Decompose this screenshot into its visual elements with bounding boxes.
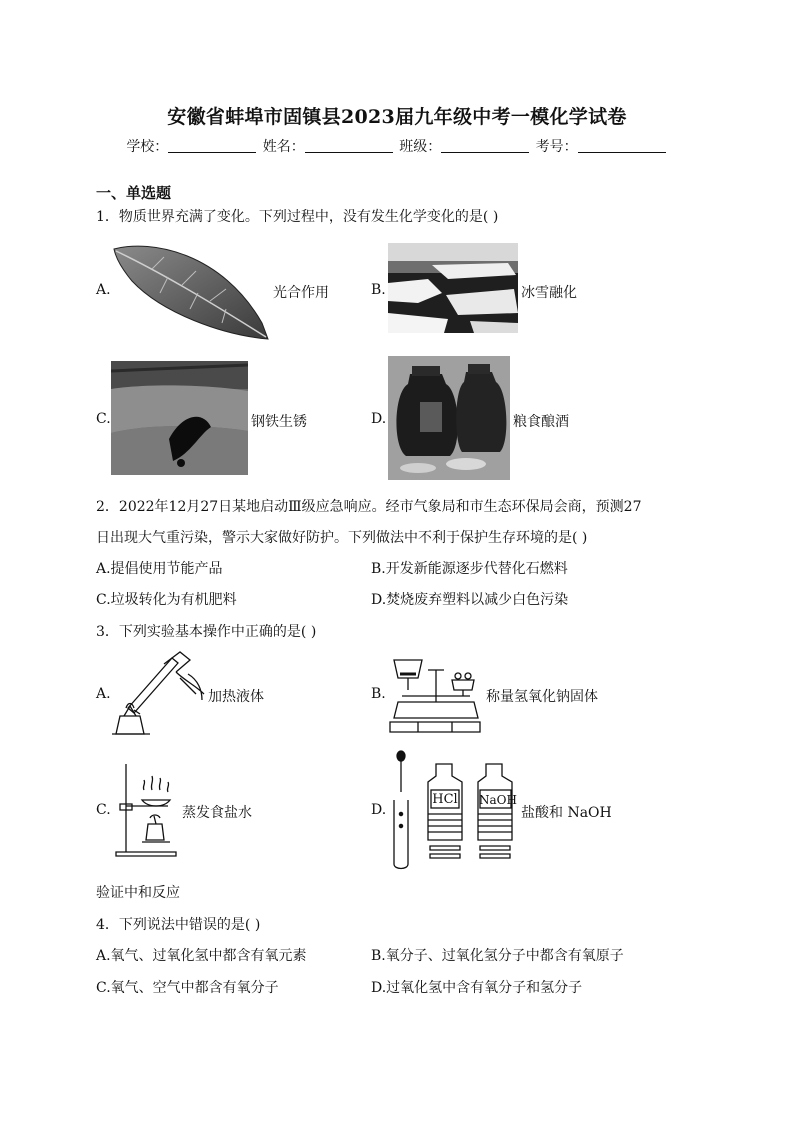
evaporation-diagram <box>112 762 180 858</box>
q3-option-c-text: 蒸发食盐水 <box>182 805 252 821</box>
q2-option-d: D.焚烧废弃塑料以减少白色污染 <box>371 592 569 608</box>
q1-option-d-letter: D. <box>371 411 387 427</box>
q3-option-d-text: 盐酸和 NaOH <box>521 805 612 821</box>
q3-option-d-continuation: 验证中和反应 <box>96 885 180 901</box>
heating-liquid-diagram <box>110 650 206 740</box>
rusty-steel-photo <box>111 361 248 475</box>
naoh-bottle-label: NaOH <box>479 793 517 807</box>
student-info-line <box>0 136 794 156</box>
q4-option-c: C.氧气、空气中都含有氧分子 <box>96 980 279 996</box>
class-blank <box>441 138 529 153</box>
melting-ice-photo <box>388 243 518 333</box>
q1-option-a-text: 光合作用 <box>273 285 329 301</box>
q3-option-c-letter: C. <box>96 802 111 818</box>
q1-option-d-text: 粮食酿酒 <box>513 414 569 430</box>
exam-number-label: 考号： <box>535 139 578 155</box>
q3-option-b-letter: B. <box>371 686 386 702</box>
section-heading: 一、单选题 <box>96 184 172 202</box>
q4-option-d: D.过氧化氢中含有氧分子和氢分子 <box>371 980 583 996</box>
q2-option-a: A.提倡使用节能产品 <box>96 561 223 577</box>
q2-stem-line1: 2．2022年12月27日某地启动Ⅲ级应急响应。经市气象局和市生态环保局会商，预测27 <box>96 499 642 515</box>
school-blank <box>168 138 256 153</box>
q3-option-a-text: 加热液体 <box>208 689 264 705</box>
q3-option-d-letter: D. <box>371 802 387 818</box>
q4-option-a: A.氧气、过氧化氢中都含有氧元素 <box>96 948 307 964</box>
school-label: 学校： <box>126 139 169 155</box>
q4-stem: 4．下列说法中错误的是( ) <box>96 917 261 933</box>
exam-title: 安徽省蚌埠市固镇县2023届九年级中考一模化学试卷 <box>167 106 627 128</box>
hcl-bottle-label: HCl <box>432 792 458 807</box>
q2-stem-line2: 日出现大气重污染，警示大家做好防护。下列做法中不利于保护生存环境的是( ) <box>96 530 588 546</box>
q2-option-c: C.垃圾转化为有机肥料 <box>96 592 237 608</box>
q1-option-b-letter: B. <box>371 282 386 298</box>
q3-stem: 3．下列实验基本操作中正确的是( ) <box>96 624 317 640</box>
q1-option-b-text: 冰雪融化 <box>521 285 577 301</box>
name-blank <box>305 138 393 153</box>
q1-option-c-letter: C. <box>96 411 111 427</box>
q4-option-b: B.氧分子、过氧化氢分子中都含有氧原子 <box>371 948 624 964</box>
q3-option-b-text: 称量氢氧化钠固体 <box>486 689 598 705</box>
dropper-and-bottles-diagram <box>392 750 520 872</box>
exam-number-blank <box>578 138 666 153</box>
class-label: 班级： <box>399 139 442 155</box>
q1-option-c-text: 钢铁生锈 <box>251 414 307 430</box>
q3-option-a-letter: A. <box>96 686 111 702</box>
q1-stem: 1．物质世界充满了变化。下列过程中，没有发生化学变化的是( ) <box>96 209 499 225</box>
name-label: 姓名： <box>262 139 305 155</box>
q1-option-a-letter: A. <box>96 282 111 298</box>
wine-jars-photo <box>388 356 510 480</box>
balance-scale-diagram <box>388 656 482 738</box>
q2-option-b: B.开发新能源逐步代替化石燃料 <box>371 561 568 577</box>
leaf-photo <box>112 243 270 341</box>
